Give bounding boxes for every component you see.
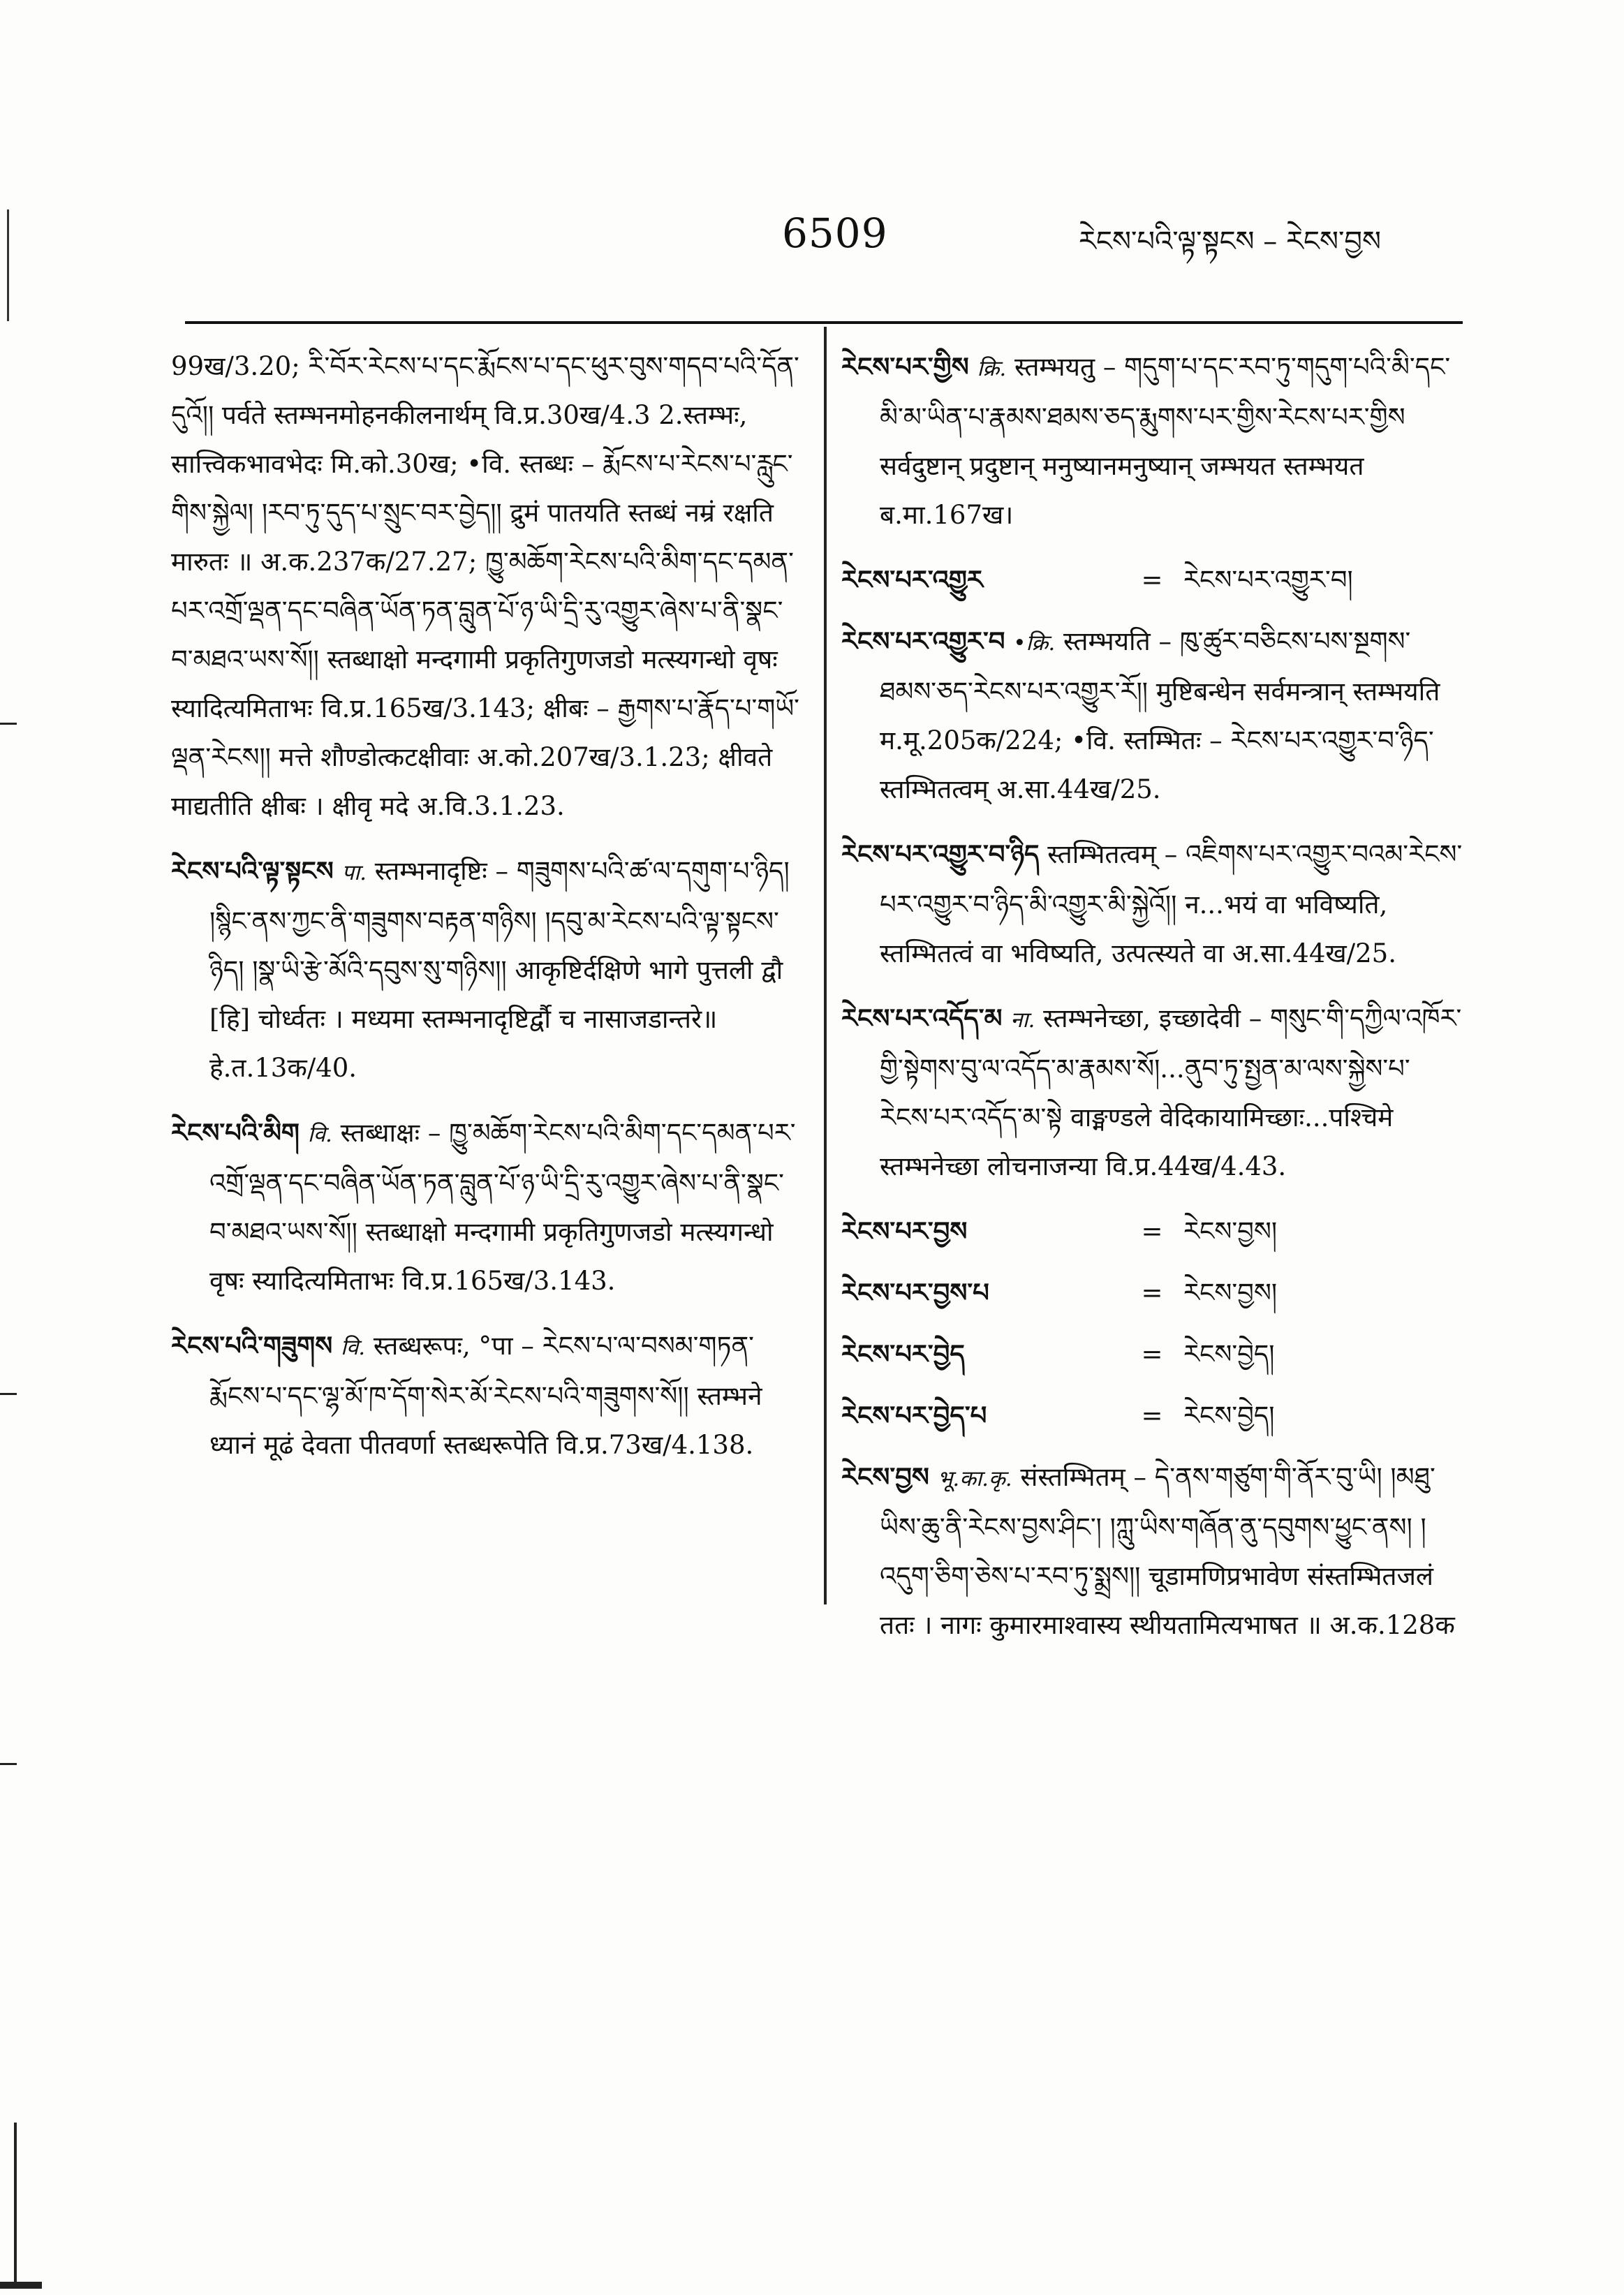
entry-headword: རེངས་པར་འདོད་མ (841, 1003, 1003, 1033)
margin-tick (0, 1393, 17, 1395)
entry-text: स्तम्भयति – ཁུ་ཚུར་བཅིངས་པས་སྔགས་ཐམས་ཅད་རེངས་པར་འགྱུར་རོ།། मुष्टिबन्धेन सर्वमन्त्रान् स्तम्भयति म.मू.205क/224; •वि. स्तम्भितः – རེངས་པར་འགྱུར་བ་ཉིད་ स्तम्भितत्वम् अ.सा.44ख/25. (880, 626, 1440, 804)
xref-equals: = (1141, 1278, 1163, 1308)
entry-text: स्तम्भनेच्छा, इच्छादेवी – གསུང་གི་དཀྱིལ་འཁོར་གྱི་སྟེགས་བུ་ལ་འདོད་མ་རྣམས་སོ།...ནུབ་ཏུ་སྤྱན་མ་ལས་སྐྱེས་པ་རེངས་པར་འདོད་མ་སྟེ वाङ्मण्डले वेदिकायामिच्छाः...पश्चिमे स्तम्भनेच्छा लोचनाजन्या वि.प्र.44ख/4.43. (880, 1003, 1462, 1181)
dictionary-entry (171, 1321, 799, 1470)
entry-headword: རེངས་པའི་གཟུགས (171, 1330, 333, 1361)
xref-target: རེངས་བྱས། (1183, 1216, 1278, 1246)
entry-grammar: भू.का.कृ. (937, 1466, 1012, 1491)
xref-headword: རེངས་པར་བྱས (841, 1216, 968, 1246)
header-rule (185, 321, 1463, 324)
entry-grammar: क्रि. (977, 356, 1007, 381)
scan-edge-mark (0, 2282, 42, 2289)
cross-reference (841, 1391, 1463, 1451)
running-head: རེངས་པའི་ལྟ་སྟངས – རེངས་བྱས (1079, 226, 1382, 258)
entry-grammar: ना. (1010, 1008, 1035, 1033)
cross-reference (841, 1329, 1463, 1389)
xref-equals: = (1141, 565, 1163, 595)
xref-equals: = (1141, 1401, 1163, 1431)
entry-headword: རེངས་པར་འགྱུར་བ (841, 626, 1005, 656)
dictionary-entry (171, 846, 799, 1093)
xref-headword: རེངས་པར་བྱེད་པ (841, 1400, 987, 1431)
margin-mark (7, 209, 9, 321)
entry-headword: རེངས་པར་གྱིས (841, 351, 969, 382)
dictionary-entry (841, 1452, 1463, 1650)
xref-equals: = (1141, 1216, 1163, 1246)
margin-tick (0, 723, 17, 725)
column-divider (824, 327, 827, 1604)
continuation-entry (171, 342, 799, 831)
left-column (171, 342, 799, 1485)
xref-equals: = (1141, 1339, 1163, 1369)
xref-headword: རེངས་པར་འགྱུར (841, 564, 983, 595)
entry-text: स्तब्धरूपः, °पा – རེངས་པ་ལ་བསམ་གཏན་རྨོངས་པ་དང་ལྷ་མོ་ཁ་དོག་སེར་མོ་རེངས་པའི་གཟུགས་སོ།། स्तम्भने ध्यानं मूढं देवता पीतवर्णा स्तब्धरूपेति वि.प्र.73ख/4.138. (209, 1331, 762, 1460)
xref-target: རེངས་པར་འགྱུར་བ། (1183, 565, 1353, 595)
page-number: 6509 (782, 209, 888, 257)
entry-grammar: •क्रि. (1013, 630, 1056, 656)
entry-grammar: वि. (340, 1335, 366, 1360)
entry-headword: རེངས་པའི་མིག (171, 1117, 300, 1148)
cross-reference (841, 555, 1463, 615)
xref-target: རེངས་བྱེད། (1183, 1401, 1275, 1431)
dictionary-entry (841, 994, 1463, 1191)
entry-text: 99ख/3.20; རི་བོར་རེངས་པ་དང་རྨོངས་པ་དང་ཕུར་བུས་གདབ་པའི་དོན་དུའོ།། पर्वते स्तम्भनमोहनकीलनार्थम् वि.प्र.30ख/4.3 2.स्तम्भः, सात्त्विकभावभेदः मि.को.30ख; •वि. स्तब्धः – རྨོངས་པ་རེངས་པ་རླུང་གིས་སྐྱེལ། །རབ་ཏུ་དུད་པ་སྲུང་བར་བྱེད།། द्रुमं पातयति स्तब्धं नम्रं रक्षति मारुतः ॥ अ.क.237क/27.27; ཁྱུ་མཆོག་རེངས་པའི་མིག་དང་དམན་པར་འགྲོ་ལྡན་དང་བཞིན་ཡོན་ཏན་བླུན་པོ་ཉ་ཡི་དྲི་རུ་འགྱུར་ཞེས་པ་ནི་སྣང་བ་མཐའ་ཡས་སོ།། स्तब्धाक्षो मन्दगामी प्रकृतिगुणजडो मत्स्यगन्धो वृषः स्यादित्यमिताभः वि.प्र.165ख/3.143; क्षीबः – རྒྱགས་པ་རྣོད་པ་གཡོ་ལྡན་རེངས།། मत्ते शौण्डोत्कटक्षीवाः अ.को.207ख/3.1.23; क्षीवते माद्यतीति क्षीबः । क्षीवृ मदे अ.वि.3.1.23. (171, 351, 799, 821)
entry-text: स्तम्भितत्वम् – འཇིགས་པར་འགྱུར་བའམ་རེངས་པར་འགྱུར་བ་ཉིད་མི་འགྱུར་མི་སྐྱེའོ།། न...भयं वा भविष्यति, स्तम्भितत्वं वा भविष्यति, उत्पत्स्यते वा अ.सा.44ख/25. (880, 839, 1463, 968)
entry-headword: རེངས་པར་འགྱུར་བ་ཉིད (841, 839, 1040, 869)
scan-edge-mark (14, 2123, 17, 2283)
xref-target: རེངས་བྱེད། (1183, 1339, 1275, 1369)
xref-target: རེངས་བྱས། (1183, 1278, 1278, 1308)
entry-text: संस्तम्भितम् – དེ་ནས་གཙུག་གི་ནོར་བུ་ཡི། །མཐུ་ཡིས་ཆུ་ནི་རེངས་བྱས་ཤིང་། །ཀླུ་ཡིས་གཞོན་ནུ་དབུགས་ཕྱུང་ནས། །འདུག་ཅིག་ཅེས་པ་རབ་ཏུ་སྨྲས།། चूडामणिप्रभावेण संस्तम्भितजलं ततः । नागः कुमारमाश्वास्य स्थीयतामित्यभाषत ॥ अ.क.128क (880, 1462, 1455, 1640)
cross-reference (841, 1206, 1463, 1267)
entry-grammar: पा. (341, 860, 367, 885)
dictionary-entry (171, 1108, 799, 1306)
entry-grammar: वि. (307, 1122, 332, 1147)
entry-text: स्तम्भनादृष्टिः – གཟུགས་པའི་ཚ་ལ་དགུག་པ་ཉིད། །སྙིང་ནས་ཀྱང་ནི་གཟུགས་བརྟན་གཉིས། །དབུ་མ་རེངས་པའི་ལྟ་སྟངས་ཉིད། །སྣ་ཡི་རྩེ་མོའི་དབུས་སུ་གཉིས།། आकृष्टिर्दक्षिणे भागे पुत्तली द्वौ [हि] चोर्ध्वतः । मध्यमा स्तम्भनादृष्टिर्द्वौ च नासाजडान्तरे॥ हे.त.13क/40. (209, 856, 790, 1083)
xref-headword: རེངས་པར་བྱེད (841, 1338, 965, 1369)
entry-text: स्तब्धाक्षः – ཁྱུ་མཆོག་རེངས་པའི་མིག་དང་དམན་པར་འགྲོ་ལྡན་དང་བཞིན་ཡོན་ཏན་བླུན་པོ་ཉ་ཡི་དྲི་རུ་འགྱུར་ཞེས་པ་ནི་སྣང་བ་མཐའ་ཡས་སོ།། स्तब्धाक्षो मन्दगामी प्रकृतिगुणजडो मत्स्यगन्धो वृषः स्यादित्यमिताभः वि.प्र.165ख/3.143. (209, 1118, 796, 1296)
right-column (841, 342, 1463, 1665)
entry-headword: རེངས་པའི་ལྟ་སྟངས (171, 855, 334, 886)
xref-headword: རེངས་པར་བྱས་པ (841, 1277, 989, 1308)
entry-headword: རེངས་བྱས (841, 1461, 929, 1492)
dictionary-entry (841, 829, 1463, 978)
margin-tick (0, 1763, 17, 1765)
dictionary-entry (841, 342, 1463, 540)
entry-text: स्तम्भयतु – གདུག་པ་དང་རབ་ཏུ་གདུག་པའི་མི་དང་མི་མ་ཡིན་པ་རྣམས་ཐམས་ཅད་རྨུགས་པར་གྱིས་རེངས་པར་གྱིས सर्वदुष्टान् प्रदुष्टान् मनुष्यानमनुष्यान् जम्भयत स्तम्भयत ब.मा.167ख। (880, 352, 1451, 530)
cross-reference (841, 1268, 1463, 1328)
dictionary-entry (841, 617, 1463, 814)
